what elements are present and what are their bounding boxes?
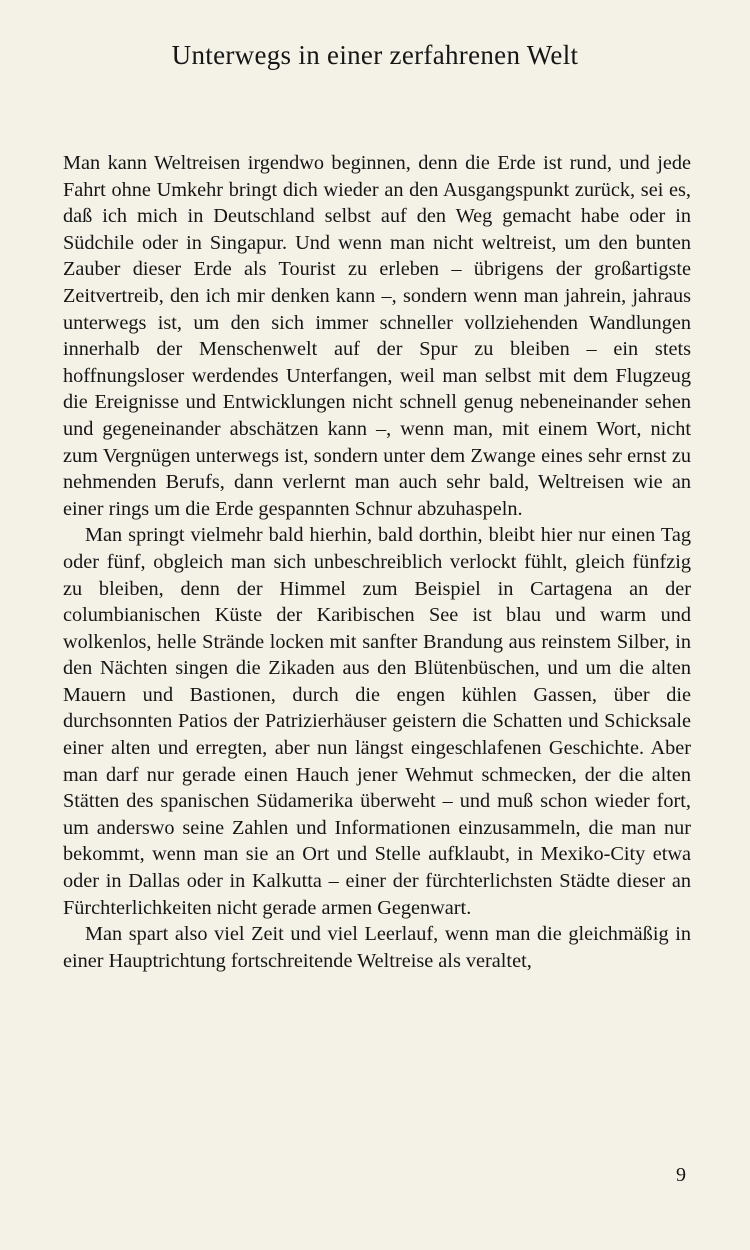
body-text <box>63 150 691 974</box>
paragraph-3: Man spart also viel Zeit und viel Leerlauf, wenn man die gleichmäßig in einer Hauptrichtung fortschreitende Weltreise als veraltet, <box>63 923 691 972</box>
paragraph-1: Man kann Weltreisen irgendwo beginnen, denn die Erde ist rund, und jede Fahrt ohne Umkehr bringt dich wieder an den Ausgangspunkt zurück, sei es, daß ich mich in Deutschland selbst auf den Weg gemacht habe oder in Südchile oder in Singapur. Und wenn man nicht weltreist, um den bunten Zauber dieser Erde als Tourist zu erleben – übrigens der großartigste Zeitvertreib, den ich mir denken kann –, sondern wenn man jahrein, jahraus unterwegs ist, um den sich immer schneller vollziehenden Wandlungen innerhalb der Menschenwelt auf der Spur zu bleiben – ein stets hoffnungsloser werdendes Unterfangen, weil man selbst mit dem Flugzeug die Ereignisse und Entwicklungen nicht schnell genug nebeneinander sehen und gegeneinander abschätzen kann –, wenn man, mit einem Wort, nicht zum Vergnügen unterwegs ist, sondern unter dem Zwange eines sehr ernst zu nehmenden Berufs, dann verlernt man auch sehr bald, Weltreisen wie an einer rings um die Erde gespannten Schnur abzuhaspeln. <box>63 152 691 520</box>
paragraph-2: Man springt vielmehr bald hierhin, bald dorthin, bleibt hier nur einen Tag oder fünf, obgleich man sich unbeschreiblich verlockt fühlt, gleich fünfzig zu bleiben, denn der Himmel zum Beispiel in Cartagena an der columbianischen Küste der Karibischen See ist blau und warm und wolkenlos, helle Strände locken mit sanfter Brandung aus reinstem Silber, in den Nächten singen die Zikaden aus den Blütenbüschen, und um die alten Mauern und Bastionen, durch die engen kühlen Gassen, über die durchsonnten Patios der Patrizierhäuser geistern die Schatten und Schicksale einer alten und erregten, aber nun längst eingeschlafenen Geschichte. Aber man darf nur gerade einen Hauch jener Wehmut schmecken, der die alten Stätten des spanischen Südamerika überweht – und muß schon wieder fort, um anderswo seine Zahlen und Informationen einzusammeln, die man nur bekommt, wenn man sie an Ort und Stelle aufklaubt, in Mexiko-City etwa oder in Dallas oder in Kalkutta – einer der fürchterlichsten Städte dieser an Fürchterlichkeiten nicht gerade armen Gegenwart. <box>63 524 691 919</box>
chapter-title: Unterwegs in einer zerfahrenen Welt <box>171 40 579 70</box>
page-number: 9 <box>676 1164 686 1186</box>
